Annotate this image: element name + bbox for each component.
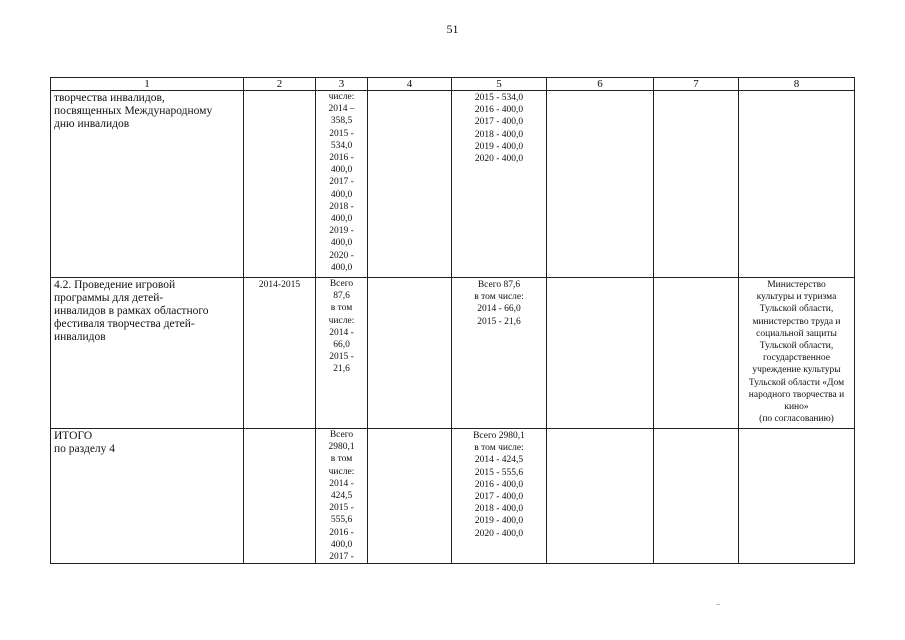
- cell-text-line: 2015 -: [329, 503, 354, 514]
- scan-artifact: [716, 604, 720, 605]
- table-cell-col5: [452, 429, 547, 564]
- col-header-2: 2: [244, 78, 316, 91]
- cell-text-line: 87,6: [333, 291, 350, 302]
- cell-text-line: 2017 - 400,0: [474, 117, 524, 128]
- cell-text-line: в том: [330, 303, 353, 314]
- cell-text-line: 2014 -: [329, 327, 354, 338]
- table-cell-col1: [51, 429, 244, 564]
- cell-text-line: по разделу 4: [54, 443, 116, 455]
- cell-text-line: 2019 - 400,0: [474, 141, 524, 152]
- table-cell-col3: [316, 429, 368, 564]
- cell-text-line: 2017 - 400,0: [474, 492, 524, 503]
- cell-text-line: числе:: [328, 315, 355, 326]
- cell-text-line: 2015 -: [329, 352, 354, 363]
- cell-text-line: 2016 -: [329, 527, 354, 538]
- cell-text-line: числе:: [328, 466, 355, 477]
- cell-text-line: 400,0: [330, 539, 353, 550]
- cell-text-line: 2014 –: [328, 104, 355, 115]
- table-cell-col3: [316, 91, 368, 278]
- table-cell-col8: [739, 429, 855, 564]
- cell-text-line: учреждение культуры: [752, 365, 841, 376]
- cell-text-line: 400,0: [330, 214, 353, 225]
- col-header-8: 8: [739, 78, 855, 91]
- col-header-7: 7: [654, 78, 739, 91]
- cell-text-line: 2014 -: [329, 478, 354, 489]
- cell-text-line: 400,0: [330, 238, 353, 249]
- cell-text-line: 21,6: [333, 364, 350, 375]
- table-cell-col1: [51, 91, 244, 278]
- cell-text-line: 2017 -: [329, 177, 354, 188]
- cell-text-line: 555,6: [330, 515, 353, 526]
- cell-text-line: министерство труда и: [752, 316, 841, 327]
- cell-text-line: 400,0: [330, 262, 353, 273]
- cell-text-line: посвященных Международному: [54, 105, 213, 117]
- table-cell-col4: [368, 278, 452, 429]
- cell-text-line: 2018 -: [329, 201, 354, 212]
- cell-text-line: (по согласованию): [759, 414, 834, 425]
- cell-text-line: 4.2. Проведение игровой: [54, 279, 176, 291]
- cell-text-line: 2019 -: [329, 226, 354, 237]
- cell-text-line: фестиваля творчества детей-: [54, 318, 195, 330]
- cell-text-line: 2018 - 400,0: [474, 504, 524, 515]
- cell-text-line: Всего: [329, 430, 354, 440]
- cell-text-line: 2020 -: [329, 250, 354, 261]
- table-cell-col7: [654, 429, 739, 564]
- header-row: [51, 78, 855, 91]
- col-header-1: 1: [51, 78, 244, 91]
- cell-text-line: 2014 - 66,0: [477, 304, 521, 315]
- cell-text-line: инвалидов в рамках областного: [54, 305, 209, 317]
- cell-text-line: 534,0: [330, 140, 353, 151]
- col-header-6: 6: [547, 78, 654, 91]
- cell-text-line: культуры и туризма: [756, 292, 837, 303]
- cell-text-line: 2016 - 400,0: [474, 105, 524, 116]
- cell-text-line: 66,0: [333, 340, 350, 351]
- cell-text-line: в том числе:: [474, 292, 524, 303]
- cell-text-line: Всего: [329, 279, 354, 289]
- table-cell-col6: [547, 278, 654, 429]
- table-cell-col5: [452, 278, 547, 429]
- table-cell-col4: [368, 91, 452, 278]
- table-cell-col1: [51, 278, 244, 429]
- cell-text-line: 2015 - 555,6: [474, 467, 524, 478]
- table-cell-col6: [547, 91, 654, 278]
- cell-text-line: 400,0: [330, 189, 353, 200]
- cell-text-line: 2020 - 400,0: [474, 528, 524, 539]
- cell-text-line: ИТОГО: [54, 430, 93, 442]
- table-row: [51, 429, 855, 564]
- cell-text-line: инвалидов: [54, 331, 106, 343]
- table-cell-col6: [547, 429, 654, 564]
- cell-text-line: 2017 -: [329, 552, 354, 563]
- cell-text-line: 2014-2015: [258, 280, 301, 290]
- cell-text-line: 400,0: [330, 165, 353, 176]
- table-cell-col2: [244, 278, 316, 429]
- cell-text-line: числе:: [328, 92, 355, 102]
- cell-text-line: 2016 - 400,0: [474, 479, 524, 490]
- table-cell-col7: [654, 278, 739, 429]
- cell-text-line: социальной защиты: [756, 328, 837, 339]
- table-cell-col4: [368, 429, 452, 564]
- table-cell-col5: [452, 91, 547, 278]
- cell-text-line: 2019 - 400,0: [474, 516, 524, 527]
- cell-text-line: Всего 87,6: [477, 280, 521, 290]
- cell-text-line: 2980,1: [328, 442, 355, 453]
- cell-text-line: народного творчества и: [748, 389, 845, 400]
- table-cell-col8: [739, 91, 855, 278]
- cell-text-line: программы для детей-: [54, 292, 164, 304]
- cell-text-line: дню инвалидов: [54, 118, 130, 130]
- cell-text-line: 424,5: [330, 491, 353, 502]
- cell-text-line: 2020 - 400,0: [474, 154, 524, 165]
- cell-text-line: 2014 - 424,5: [474, 455, 524, 466]
- cell-text-line: 2015 - 21,6: [477, 316, 521, 327]
- cell-text-line: в том: [330, 454, 353, 465]
- cell-text-line: Всего 2980,1: [473, 431, 525, 441]
- cell-text-line: 2015 -: [329, 128, 354, 139]
- table-cell-col3: [316, 278, 368, 429]
- cell-text-line: 2015 - 534,0: [474, 93, 524, 103]
- col-header-5: 5: [452, 78, 547, 91]
- cell-text-line: 2016 -: [329, 153, 354, 164]
- col-header-3: 3: [316, 78, 368, 91]
- col-header-4: 4: [368, 78, 452, 91]
- cell-text-line: Тульской области,: [759, 341, 834, 352]
- table-row: [51, 278, 855, 429]
- cell-text-line: Тульской области,: [759, 304, 834, 315]
- table-cell-col2: [244, 429, 316, 564]
- cell-text-line: творчества инвалидов,: [54, 92, 165, 104]
- cell-text-line: государственное: [763, 353, 830, 364]
- cell-text-line: Тульской области «Дом: [748, 377, 845, 388]
- table-cell-col7: [654, 91, 739, 278]
- cell-text-line: 358,5: [330, 116, 353, 127]
- page-number: 51: [446, 22, 459, 36]
- cell-text-line: кино»: [784, 402, 809, 413]
- cell-text-line: 2018 - 400,0: [474, 129, 524, 140]
- program-table: [50, 77, 855, 564]
- table-row: [51, 91, 855, 278]
- table-cell-col2: [244, 91, 316, 278]
- cell-text-line: в том числе:: [474, 443, 524, 454]
- cell-text-line: Министерство: [767, 280, 826, 290]
- table-cell-col8: [739, 278, 855, 429]
